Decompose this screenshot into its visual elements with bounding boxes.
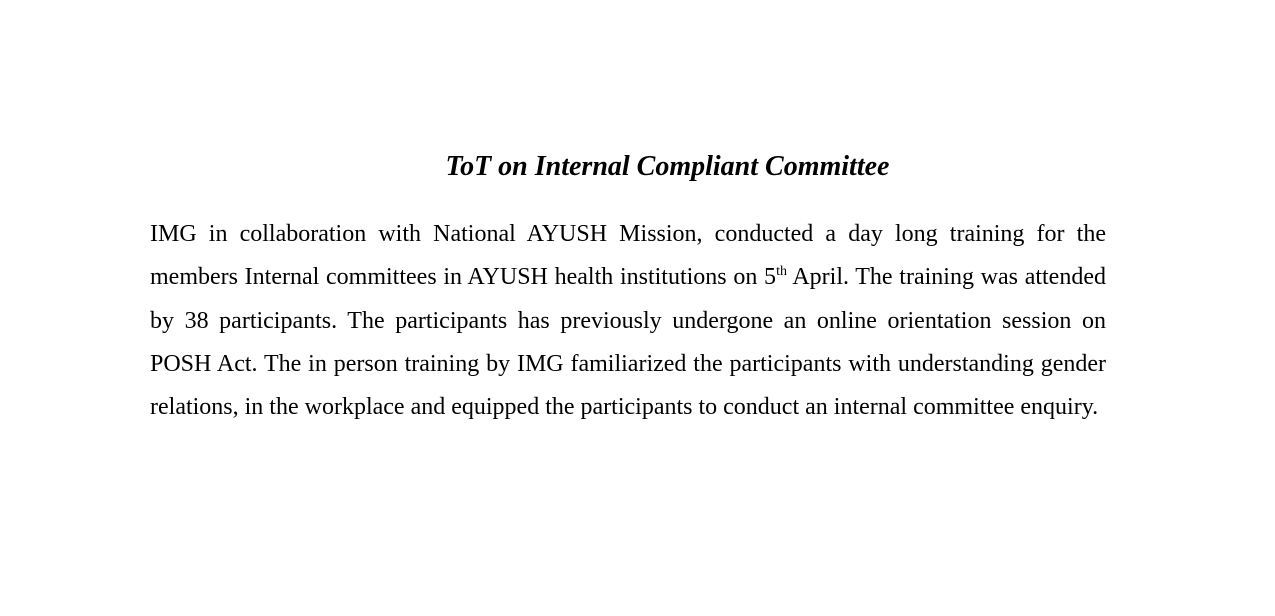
paragraph-text-start: IMG in collaboration with National AYUSH Mission, conducted a day long training for the members Internal committees in AYUSH health institutions on 5: [150, 221, 1106, 291]
paragraph-text-end: April. The training was attended by 38 participants. The participants has previously undergone an online orientation session on POSH Act. The in person training by IMG familiarized the participants with understanding gender relations, in the workplace and equipped the participants to conduct an internal committee enquiry.: [150, 264, 1106, 421]
document-title: ToT on Internal Compliant Committee: [445, 151, 890, 182]
date-ordinal-suffix: th: [776, 264, 787, 280]
body-paragraph: [150, 213, 1106, 429]
